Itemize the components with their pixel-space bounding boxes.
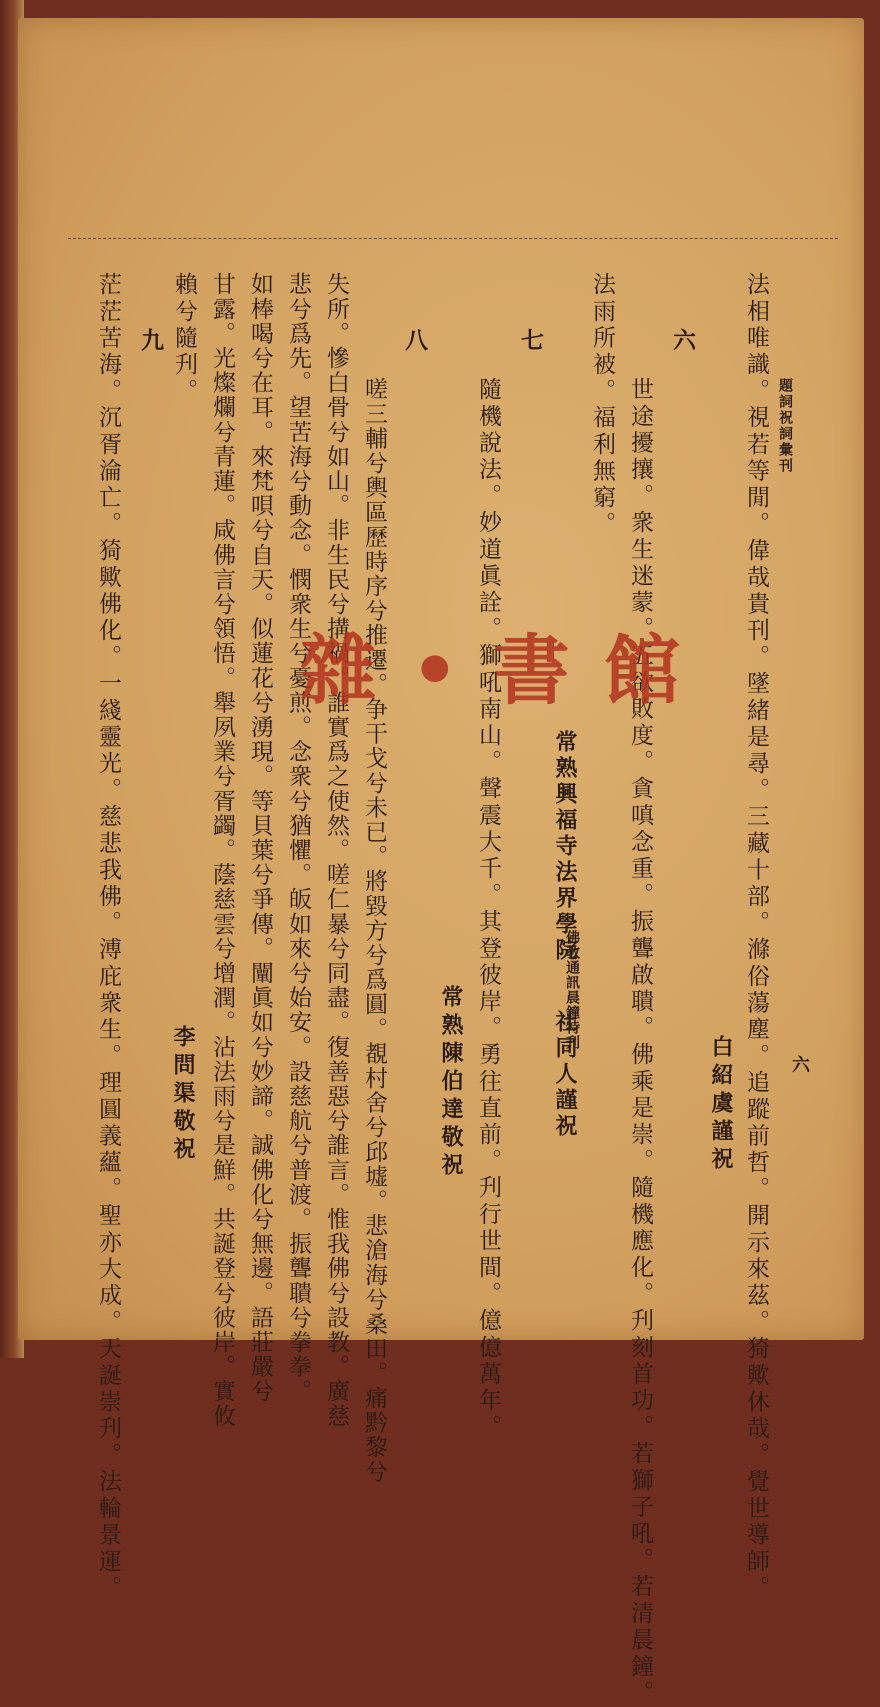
signature-group: 社同人謹祝	[552, 1010, 578, 1140]
library-watermark: 雜 • 書 館	[300, 626, 684, 715]
signature-chen-boda: 常熟陳伯達敬祝	[438, 985, 464, 1181]
section-number-8: 八	[401, 328, 428, 351]
section-number-6: 六	[669, 328, 696, 351]
text-column-5: 嗟三輔兮輿區歷時序兮推遷。争干戈兮未已。將毀方兮爲圓。覩村舍兮邱墟。悲滄海兮桑田。痛黔黎兮	[361, 377, 387, 1484]
text-column-3: 法雨所被。福利無窮。	[589, 272, 615, 538]
text-column-2: 世途擾攘。衆生迷蒙。五欲敗度。貪嗔念重。振聾啟聵。佛乘是崇。隨機應化。刋刻首功。若獅子吼。若清晨鐘。	[627, 377, 653, 1707]
text-column-6: 失所。慘白骨兮如山。非生民兮搆禍。誰實爲之使然。嗟仁暴兮同盡。復善惡兮誰言。惟我佛兮設教。廣慈	[323, 272, 349, 1429]
signature-xingfu-temple: 常熟興福寺法界學院	[552, 730, 578, 964]
text-column-7: 悲兮爲先。望苦海兮動念。憫衆生兮憂煎。念衆兮猶懼。皈如來兮始安。設慈航兮普渡。振聾聵兮拳拳。	[285, 272, 311, 1404]
text-column-1: 法相唯識。視若等閒。偉哉貴刊。墜緒是尋。三藏十部。滌俗蕩塵。追蹤前哲。開示來茲。猗歟休哉。覺世導師。	[743, 272, 769, 1602]
running-title: 題詞祝詞彙刊	[777, 378, 793, 474]
text-column-10: 賴兮隨刋。	[171, 272, 197, 405]
text-column-9: 甘露。光燦爛兮青蓮。咸佛言兮領悟。舉夙業兮胥蠲。蔭慈雲兮增潤。沾法雨兮是鮮。共誕登兮彼岸。實攸	[209, 272, 235, 1429]
page-number: 六	[789, 1055, 810, 1073]
signature-bai-shaoyu: 白紹虞謹祝	[708, 1035, 734, 1175]
section-number-7: 七	[517, 328, 544, 351]
text-column-8: 如棒喝兮在耳。來梵唄兮自天。似蓮花兮湧現。等貝葉兮爭傳。闡眞如兮妙諦。誠佛化兮無邊。語莊嚴兮	[247, 272, 273, 1404]
signature-note-a: 佛教通訊晨鐘特刋	[564, 930, 580, 1050]
text-column-4: 隨機說法。妙道眞詮。獅吼南山。聲震大千。其登彼岸。勇往直前。刋行世間。億億萬年。	[475, 377, 501, 1441]
text-column-11: 茫茫苦海。沉胥淪亡。猗歟佛化。一綫靈光。慈悲我佛。溥庇衆生。理圓義蘊。聖亦大成。天誕崇刋。法輪景運。	[95, 272, 121, 1602]
signature-li-wenqu: 李問渠敬祝	[170, 1025, 196, 1165]
header-rule	[68, 238, 838, 239]
section-number-9: 九	[137, 328, 164, 351]
